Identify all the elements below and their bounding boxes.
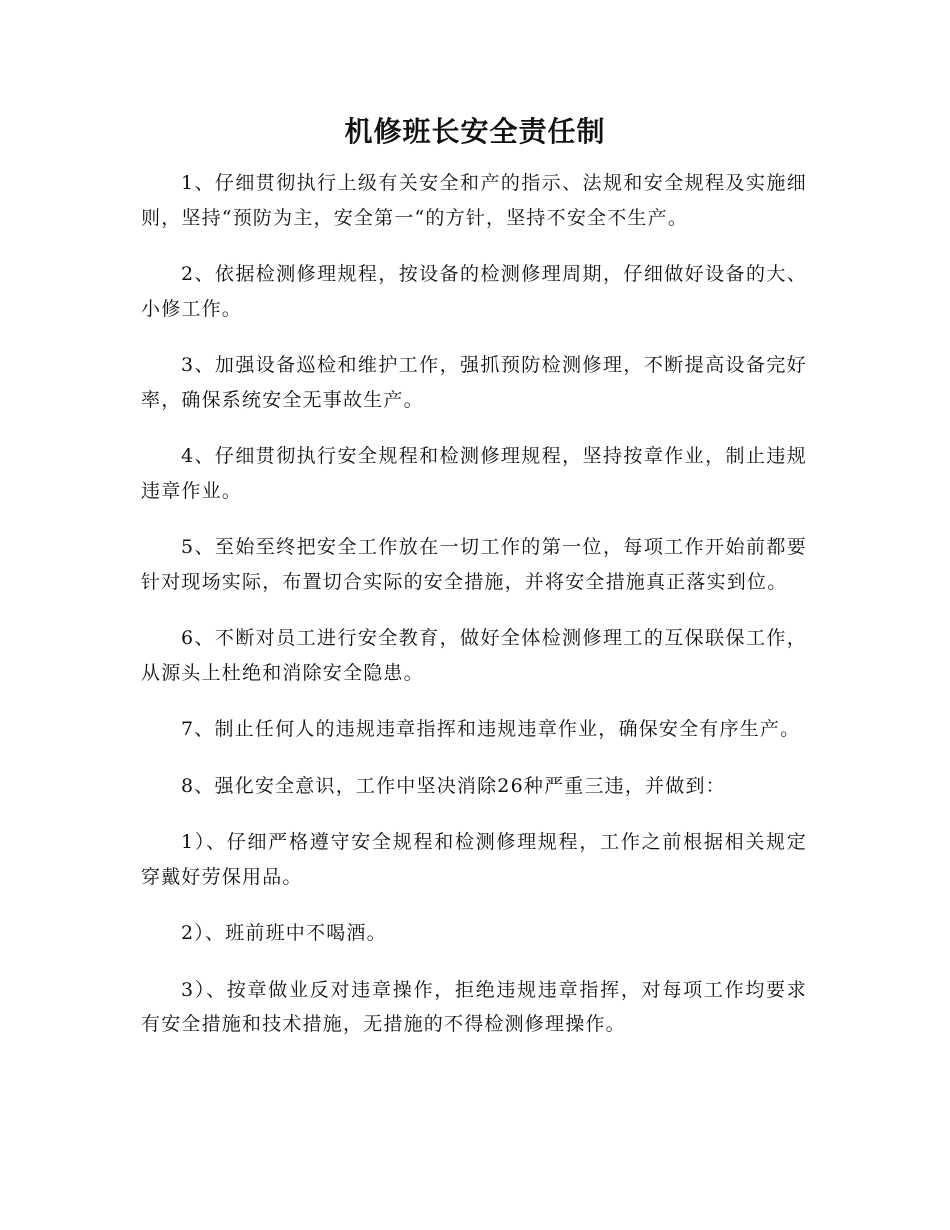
document-body <box>141 166 807 1064</box>
document-title: 机修班长安全责任制 <box>344 115 606 148</box>
sub-item-2: 2）、班前班中不喝酒。 <box>181 922 387 944</box>
sub-item-1: 1）、仔细严格遵守安全规程和检测修理规程，工作之前根据相关规定穿戴好劳保用品。 <box>141 831 807 888</box>
paragraph-7: 7、制止任何人的违规违章指挥和违规违章作业，确保安全有序生产。 <box>181 718 801 740</box>
paragraph-5: 5、至始至终把安全工作放在一切工作的第一位，每项工作开始前都要针对现场实际，布置切合实际的安全措施，并将安全措施真正落实到位。 <box>141 536 807 593</box>
paragraph-2: 2、依据检测修理规程，按设备的检测修理周期，仔细做好设备的大、小修工作。 <box>141 263 807 320</box>
paragraph-8: 8、强化安全意识，工作中坚决消除26种严重三违，并做到： <box>181 774 726 797</box>
paragraph-4: 4、仔细贯彻执行安全规程和检测修理规程，坚持按章作业，制止违规违章作业。 <box>141 445 807 502</box>
paragraph-3: 3、加强设备巡检和维护工作，强抓预防检测修理，不断提高设备完好率，确保系统安全无事故生产。 <box>141 354 807 411</box>
sub-item-3: 3）、按章做业反对违章操作，拒绝违规违章指挥，对每项工作均要求有安全措施和技术措施，无措施的不得检测修理操作。 <box>141 978 807 1035</box>
paragraph-1: 1、仔细贯彻执行上级有关安全和产的指示、法规和安全规程及实施细则，坚持“预防为主，安全第一“的方针，坚持不安全不生产。 <box>141 172 807 229</box>
paragraph-6: 6、不断对员工进行安全教育，做好全体检测修理工的互保联保工作，从源头上杜绝和消除安全隐患。 <box>141 627 807 684</box>
